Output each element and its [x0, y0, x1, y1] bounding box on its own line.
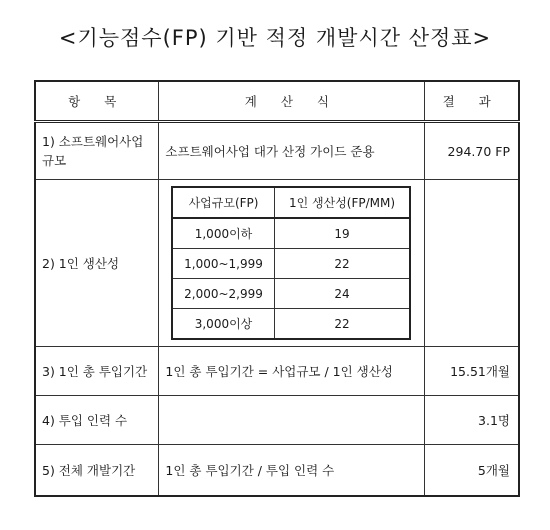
row-item: 1) 소프트웨어사업 규모 — [35, 122, 159, 180]
row-result: 15.51개월 — [425, 347, 519, 396]
row-item: 2) 1인 생산성 — [35, 180, 159, 347]
header-item: 항 목 — [35, 81, 159, 122]
table-row — [35, 122, 519, 180]
productivity-rate: 22 — [274, 249, 410, 279]
row-result — [425, 180, 519, 347]
table-row — [35, 180, 519, 347]
productivity-rate: 22 — [274, 309, 410, 340]
productivity-header-size: 사업규모(FP) — [172, 187, 274, 218]
productivity-rate: 24 — [274, 279, 410, 309]
productivity-row — [172, 279, 410, 309]
row-item: 5) 전체 개발기간 — [35, 445, 159, 497]
header-calc: 계 산 식 — [159, 81, 425, 122]
productivity-row — [172, 218, 410, 249]
productivity-size: 2,000~2,999 — [172, 279, 274, 309]
row-calc — [159, 180, 425, 347]
productivity-table — [171, 186, 411, 340]
page-title: <기능점수(FP) 기반 적정 개발시간 산정표> — [58, 26, 492, 50]
productivity-size: 3,000이상 — [172, 309, 274, 340]
row-calc: 1인 총 투입기간 = 사업규모 / 1인 생산성 — [159, 347, 425, 396]
productivity-header-row — [172, 187, 410, 218]
header-result: 결 과 — [425, 81, 519, 122]
row-item: 3) 1인 총 투입기간 — [35, 347, 159, 396]
estimation-table — [34, 80, 520, 497]
productivity-rate: 19 — [274, 218, 410, 249]
productivity-header-rate: 1인 생산성(FP/MM) — [274, 187, 410, 218]
productivity-size: 1,000~1,999 — [172, 249, 274, 279]
header-row — [35, 81, 519, 122]
row-item: 4) 투입 인력 수 — [35, 396, 159, 445]
table-row — [35, 445, 519, 497]
row-result: 5개월 — [425, 445, 519, 497]
row-result: 3.1명 — [425, 396, 519, 445]
table-row — [35, 396, 519, 445]
productivity-row — [172, 309, 410, 340]
table-row — [35, 347, 519, 396]
row-calc — [159, 396, 425, 445]
row-calc: 1인 총 투입기간 / 투입 인력 수 — [159, 445, 425, 497]
row-result: 294.70 FP — [425, 122, 519, 180]
productivity-row — [172, 249, 410, 279]
row-calc: 소프트웨어사업 대가 산정 가이드 준용 — [159, 122, 425, 180]
productivity-size: 1,000이하 — [172, 218, 274, 249]
